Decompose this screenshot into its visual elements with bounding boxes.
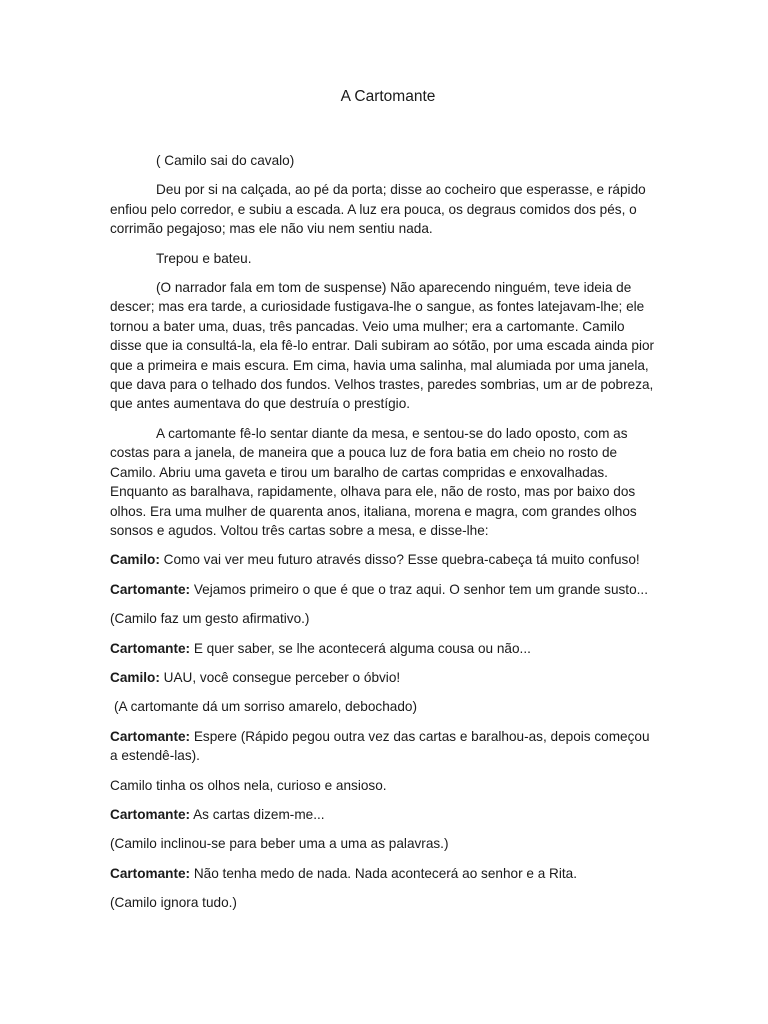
stage-direction	[110, 834, 660, 853]
paragraph: ( Camilo sai do cavalo)	[156, 153, 295, 168]
dialogue-line	[110, 864, 660, 883]
paragraph: Deu por si na calçada, ao pé da porta; disse ao cocheiro que esperasse, e rápido enfiou pelo corredor, e subiu a escada. A luz era pouca, os degraus comidos dos pés, o corrimão pegajoso; mas ele não viu nem sentiu nada.	[110, 182, 646, 237]
dialogue-line	[110, 550, 660, 569]
paragraph: Trepou e bateu.	[156, 250, 252, 266]
speaker-name: Cartomante:	[110, 806, 191, 822]
dialogue-text: E quer saber, se lhe acontecerá alguma cousa ou não...	[193, 640, 531, 656]
dialogue-text: Vejamos primeiro o que é que o traz aqui. O senhor tem um grande susto...	[193, 581, 648, 597]
dialogue-text: (A cartomante dá um sorriso amarelo, debochado)	[114, 699, 417, 715]
narration-line	[110, 776, 660, 795]
dialogue-text: Camilo tinha os olhos nela, curioso e ansioso.	[110, 777, 387, 793]
dialogue-text: Não tenha medo de nada. Nada acontecerá ao senhor e a Rita.	[193, 865, 577, 881]
dialogue-line	[110, 639, 660, 658]
stage-direction	[110, 609, 660, 628]
paragraph: (O narrador fala em tom de suspense) Não aparecendo ninguém, teve ideia de descer; mas era tarde, a curiosidade fustigava-lhe o sangue, as fontes latejavam-lhe; ele tornou a bater uma, duas, três pancadas. Veio uma mulher; era a cartomante. Camilo disse que ia consultá-la, ela fê-lo entrar. Dali subiram ao sótão, por uma escada ainda pior que a primeira e mais escura. Em cima, havia uma salinha, mal alumiada por uma janela, que dava para o telhado dos fundos. Velhos trastes, paredes sombrias, um ar de pobreza, que antes aumentava do que destruía o prestígio.	[110, 280, 655, 412]
speaker-name: Cartomante:	[110, 640, 191, 656]
dialogue-text: (Camilo inclinou-se para beber uma a uma as palavras.)	[110, 836, 449, 852]
speaker-name: Camilo:	[110, 669, 160, 685]
dialogue-line	[110, 805, 660, 824]
dialogue-line	[110, 727, 660, 766]
speaker-name: Cartomante:	[110, 581, 191, 597]
document-title: A Cartomante	[340, 88, 436, 105]
speaker-name: Camilo:	[110, 552, 160, 568]
dialogue-text: (Camilo faz um gesto afirmativo.)	[110, 611, 310, 627]
dialogue-text: As cartas dizem-me...	[193, 806, 325, 822]
dialogue-text: UAU, você consegue perceber o óbvio!	[163, 669, 401, 685]
dialogue-text: Como vai ver meu futuro através disso? Esse quebra-cabeça tá muito confuso!	[163, 552, 640, 568]
stage-direction	[110, 697, 660, 716]
paragraph: A cartomante fê-lo sentar diante da mesa, e sentou-se do lado oposto, com as costas para a janela, de maneira que a pouca luz de fora batia em cheio no rosto de Camilo. Abriu uma gaveta e tirou um baralho de cartas compridas e enxovalhadas. Enquanto as baralhava, rapidamente, olhava para ele, não de rosto, mas por baixo dos olhos. Era uma mulher de quarenta anos, italiana, morena e magra, com grandes olhos sonsos e agudos. Voltou três cartas sobre a mesa, e disse-lhe:	[110, 425, 637, 538]
speaker-name: Cartomante:	[110, 728, 191, 744]
speaker-name: Cartomante:	[110, 865, 191, 881]
dialogue-text: Espere (Rápido pegou outra vez das cartas e baralhou-as, depois começou a estendê-las).	[110, 728, 650, 764]
dialogue-line	[110, 580, 660, 599]
dialogue-line	[110, 668, 660, 687]
dialogue-text: (Camilo ignora tudo.)	[110, 895, 237, 911]
stage-direction	[110, 893, 660, 912]
